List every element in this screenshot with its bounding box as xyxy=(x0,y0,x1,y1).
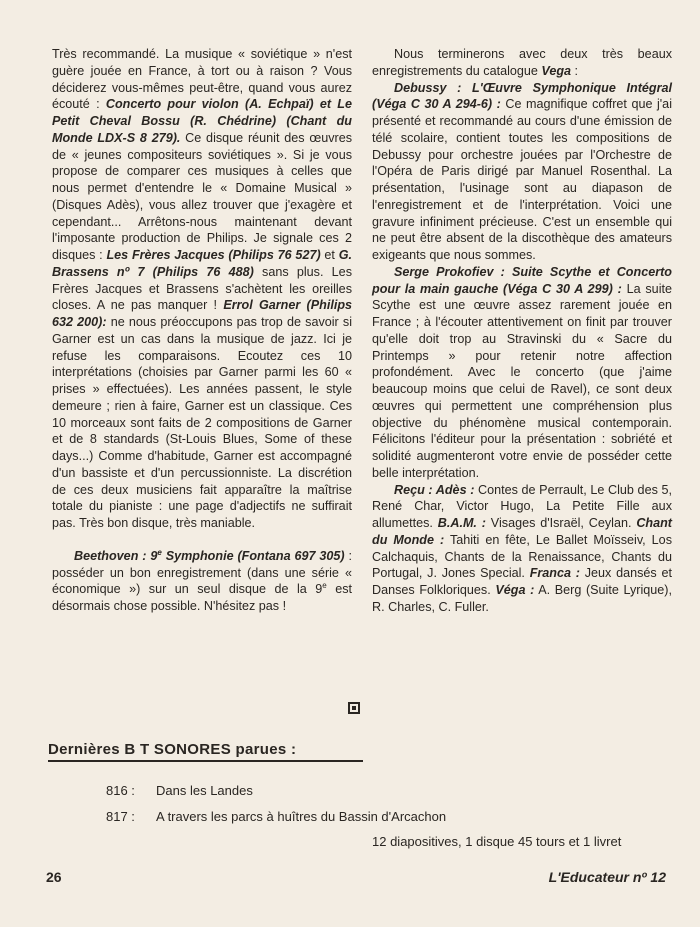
article-paragraph xyxy=(372,264,672,482)
bt-item-title: A travers les parcs à huîtres du Bassin d'Arcachon xyxy=(156,809,447,824)
citation-text: Chant du Monde : xyxy=(372,516,672,547)
body-text: et xyxy=(320,248,339,262)
body-text: : xyxy=(571,63,579,78)
article-paragraph xyxy=(372,482,672,616)
citation-text: Les Frères Jacques (Philips 76 527) xyxy=(106,248,321,262)
body-text: Contes de Perrault, Le Club des 5, René Char, Victor Hugo, La Petite Fille aux allumettes. xyxy=(372,482,672,530)
article-paragraph xyxy=(372,80,672,264)
citation-text: Serge Prokofiev : Suite Scythe et Concerto pour la main gauche (Véga C 30 A 299) : xyxy=(372,264,672,296)
body-text: A. Berg (Suite Lyrique), R. Charles, C. Fuller. xyxy=(372,583,672,614)
section-separator-icon xyxy=(348,702,360,714)
body-text: Ce magnifique coffret que j'ai présenté et recommandé au cours d'une émission de télé scolaire, contient toutes les compositions de Debussy pour orchestre jouées par l'Orchestre de l'Opéra de Paris dirigé par Manuel Rosenthal. La présentation, l'usinage sont au diapason de l'enregistrement et de l'interprétation. Voici une gravure infiniment précieuse. C'est un ensemble qui ne peut être absent de la discothèque des amateurs exigeants que nous sommes. xyxy=(372,97,672,262)
article-paragraph xyxy=(52,548,352,615)
page-number: 26 xyxy=(46,869,62,885)
bt-item-number: 816 : xyxy=(106,783,135,798)
citation-text: Vega xyxy=(541,63,572,78)
body-text: e xyxy=(322,581,327,591)
citation-text: Beethoven : 9 xyxy=(74,548,158,563)
citation-text: e xyxy=(157,547,162,557)
citation-text: Reçu : Adès : xyxy=(394,482,475,497)
body-text: Visages d'Israël, Ceylan. xyxy=(485,516,637,530)
body-text: Très recommandé. La musique « soviétique » n'est guère jouée en France, à tort ou à raison ? Vous déciderez vous-mêmes peut-être, quand vous aurez écouté : xyxy=(52,47,352,112)
citation-text: Errol Garner (Philips 632 200): xyxy=(52,298,353,329)
body-text: Jeux dansés et Danses Folkloriques. xyxy=(372,566,672,597)
body-text: La suite Scythe est une œuvre assez rarement jouée en France ; à l'écouter attentivement on finit par trouver qu'elle doit trop au Stravinski du « Sacre du Printemps » pour retenir notre affection profondément. Avec le concerto (que j'aime beaucoup moins que celui de Ravel), ce sont deux œuvres qui permettent une compréhension plus objective du phénomène musical contemporain. Félicitons l'éditeur pour la présentation : sobriété et solidité augmenteront votre envie de posséder cette belle interprétation. xyxy=(372,281,672,480)
bt-item-number: 817 : xyxy=(106,809,135,824)
bt-item-contents: 12 diapositives, 1 disque 45 tours et 1 livret xyxy=(372,834,622,849)
right-column xyxy=(372,46,672,616)
body-text: : posséder un bon enregistrement (dans une série « économique ») sur un seul disque de la 9 xyxy=(52,548,352,597)
citation-text: B.A.M. : xyxy=(437,516,486,530)
citation-text: Véga : xyxy=(495,583,535,597)
body-text: Ce disque réunit des œuvres de « jeunes compositeurs soviétiques ». Si je vous propose de comparer ces musiques à celles que nous permet d'entendre le « Domaine Musical » (Disques Adès), vous allez trouver que j'exagère et cependant... Arrêtons-nous maintenant devant l'imposante production de Philips. Je signale ces 2 disques : xyxy=(52,130,352,262)
body-text: est désormais chose possible. N'hésitez pas ! xyxy=(52,582,352,613)
citation-text: Debussy : L'Œuvre Symphonique Intégral (Véga C 30 A 294-6) : xyxy=(372,80,672,112)
body-text: sans plus. Les Frères Jacques et Brassens s'achètent les oreilles closes. A ne pas manquer ! xyxy=(52,264,352,313)
journal-title: L'Educateur nº 12 xyxy=(548,869,666,885)
article-paragraph xyxy=(52,46,352,532)
left-column xyxy=(52,46,352,615)
citation-text: Concerto pour violon (A. Echpaï) et Le Petit Cheval Bossu (R. Chédrine) (Chant du Monde LDX-S 8 279). xyxy=(52,97,352,145)
body-text: Tahiti en fête, Le Ballet Moïsseiv, Los Calchaquis, Chants de la Renaissance, Chants du Portugal, J. Jones Special. xyxy=(372,532,672,581)
citation-text: Franca : xyxy=(529,566,580,581)
body-text: Nous terminerons avec deux très beaux enregistrements du catalogue xyxy=(372,47,672,78)
bt-sonores-heading: Dernières B T SONORES parues : xyxy=(48,741,363,762)
citation-text: G. Brassens nº 7 (Philips 76 488) xyxy=(52,248,353,279)
bt-item-title: Dans les Landes xyxy=(156,783,253,798)
article-paragraph xyxy=(372,46,672,80)
body-text: ne nous préoccupons pas trop de savoir si Garner est un cas dans la musique de jazz. Ici je refuse les comparaisons. Ecoutez ces 10 interprétations (choisies par Garner parmi les 60 « prises » effectuées). Les années passent, le style demeure ; rien à faire, Garner est un classique. Ces 10 morceaux sont faits de 2 compositions de Garner et de 8 standards (St-Louis Blues, Some of these days...) Comme d'habitude, Garner est accompagné d'un bassiste et d'un percussionniste. La discrétion de ces deux musiciens fait apparaître la maîtrise totale du pianiste : une page d'adjectifs ne suffirait pas. Très bon disque, très maniable. xyxy=(52,315,352,530)
citation-text: Symphonie (Fontana 697 305) xyxy=(161,548,345,563)
